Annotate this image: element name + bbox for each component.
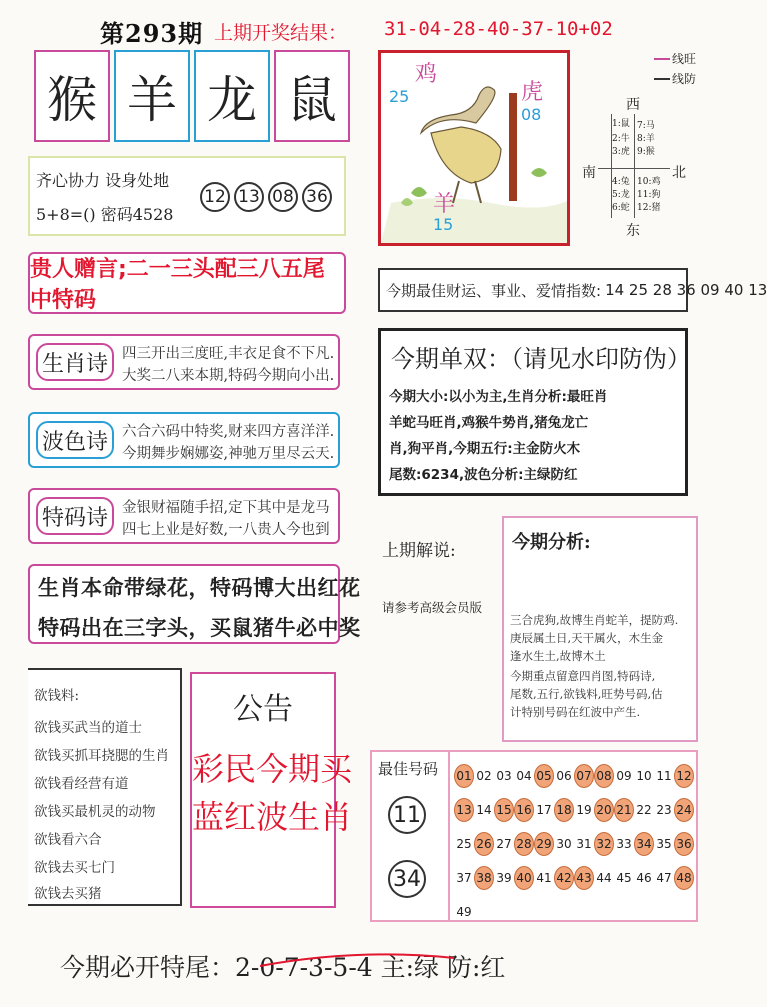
- lucky-index-label: 今期最佳财运、事业、爱情指数:: [386, 281, 602, 300]
- analysis-box: [502, 516, 698, 742]
- analysis-line: 今期重点留意四肖图,特码诗,: [510, 669, 656, 683]
- number-cell: 18: [554, 798, 574, 822]
- notice-line: 彩民今期买: [192, 750, 353, 788]
- number-ball: 12: [200, 182, 230, 212]
- odd-even-title: 今期单双：（请见水印防伪）: [391, 345, 691, 373]
- number-cell: 17: [536, 803, 552, 817]
- money-line: 欲钱看经营有道: [34, 776, 129, 792]
- number-cell: 12: [674, 764, 694, 788]
- analysis-line: 计特别号码在红波中产生.: [510, 705, 641, 719]
- east-label: 东: [626, 223, 640, 239]
- analysis-line: 尾数:6234,波色分析:主绿防红: [389, 467, 578, 483]
- number-cell: 10: [636, 769, 652, 783]
- number-cell: 33: [616, 837, 632, 851]
- analysis-line: 羊蛇马旺肖,鸡猴牛势肖,猪兔龙亡: [389, 415, 589, 431]
- special-code-poem: [28, 488, 340, 544]
- color-poem: [28, 412, 340, 468]
- last-result-label: 上期开奖结果：: [214, 22, 348, 44]
- analysis-line: 肖,狗平肖,今期五行:主金防火木: [389, 441, 581, 457]
- noble-words-banner: 贵人赠言;二一三头配三八五尾中特码: [28, 252, 346, 314]
- best-numbers-box: [370, 750, 698, 922]
- number-cell: 04: [516, 769, 532, 783]
- compass-cell: 8:羊: [637, 134, 655, 144]
- number-cell: 49: [456, 905, 472, 919]
- motto-box: [28, 156, 346, 236]
- number-cell: 22: [636, 803, 652, 817]
- number-cell: 03: [496, 769, 512, 783]
- zodiac-tile: 龙: [194, 50, 270, 142]
- number-cell: 47: [656, 871, 672, 885]
- odd-even-box: [378, 328, 691, 496]
- number-cell: 41: [536, 871, 552, 885]
- motto-line: 齐心协力 设身处地: [36, 171, 170, 190]
- lucky-index-box: [378, 268, 767, 312]
- poem-line: 金银财福随手招,定下其中是龙马: [122, 500, 330, 516]
- money-line: 欲钱买最机灵的动物: [34, 804, 156, 820]
- number-cell: 08: [594, 764, 614, 788]
- compass-cell: 4:兔: [612, 177, 630, 187]
- money-line: 欲钱看六合: [34, 832, 102, 848]
- special-tail-footer: 今期必开特尾：2-0-7-3-5-4 主:绿 防:红: [60, 953, 506, 982]
- number-cell: 37: [456, 871, 472, 885]
- notice-line: 蓝红波生肖: [192, 798, 353, 836]
- number-cell: 46: [636, 871, 652, 885]
- number-cell: 02: [476, 769, 492, 783]
- legend-fang: 线防: [672, 72, 697, 86]
- number-cell: 36: [674, 832, 694, 856]
- compass-cell: 11:狗: [637, 190, 661, 200]
- goat-label: 羊: [433, 192, 456, 217]
- compass-hline: [598, 168, 670, 169]
- tiger-number: 08: [521, 105, 542, 124]
- number-ball: 08: [268, 182, 298, 212]
- analysis-line: 庚辰属土日,天干属火，木生金: [510, 631, 664, 645]
- goat-number: 15: [433, 215, 454, 234]
- number-cell: 32: [594, 832, 614, 856]
- compass-cell: 10:鸡: [637, 177, 661, 187]
- best-ball: 34: [388, 860, 426, 898]
- strike-decoration: [258, 944, 458, 974]
- compass-cell: 5:龙: [612, 190, 630, 200]
- lucky-index-value: 14 25 28 36 09 40 13: [605, 281, 767, 299]
- motto-code-line: 5+8=() 密码4528: [36, 205, 174, 224]
- number-cell: 20: [594, 798, 614, 822]
- number-cell: 42: [554, 866, 574, 890]
- number-cell: 38: [474, 866, 494, 890]
- north-label: 北: [672, 165, 686, 181]
- notice-title: 公告: [233, 692, 293, 727]
- issue-number: 第293期: [100, 19, 204, 48]
- number-cell: 29: [534, 832, 554, 856]
- zodiac-tile: 猴: [34, 50, 110, 142]
- poem-tag: 特码诗: [36, 497, 114, 535]
- number-cell: 13: [454, 798, 474, 822]
- west-label: 西: [626, 97, 640, 113]
- zodiac-tile: 鼠: [274, 50, 350, 142]
- compass-cell: 3:虎: [612, 147, 630, 157]
- poem-line: 四七上业是好数,一八贵人今也到: [122, 522, 330, 538]
- south-label: 南: [582, 165, 596, 181]
- number-cell: 45: [616, 871, 632, 885]
- money-riddle-box: [28, 668, 182, 906]
- number-ball: 13: [234, 182, 264, 212]
- number-cell: 01: [454, 764, 474, 788]
- number-cell: 27: [496, 837, 512, 851]
- number-cell: 28: [514, 832, 534, 856]
- poem-line: 四三开出三度旺,丰衣足食不下凡.: [122, 346, 335, 362]
- number-ball: 36: [302, 182, 332, 212]
- number-cell: 25: [456, 837, 472, 851]
- number-cell: 44: [596, 871, 612, 885]
- number-cell: 26: [474, 832, 494, 856]
- number-cell: 21: [614, 798, 634, 822]
- poem-tag: 波色诗: [36, 421, 114, 459]
- money-line: 欲钱去买猪: [34, 886, 102, 902]
- compass-cell: 1:鼠: [612, 119, 630, 129]
- tiger-label: 虎: [521, 80, 544, 105]
- number-cell: 19: [576, 803, 592, 817]
- number-cell: 11: [656, 769, 672, 783]
- fang-line-icon: [654, 78, 670, 80]
- number-cell: 48: [674, 866, 694, 890]
- number-cell: 39: [496, 871, 512, 885]
- number-cell: 30: [556, 837, 572, 851]
- tip-line: 特码出在三字头，买鼠猪牛必中奖: [38, 616, 361, 640]
- tip-line: 生肖本命带绿花，特码博大出红花: [38, 576, 361, 600]
- poem-line: 六合六码中特奖,财来四方喜洋洋.: [122, 424, 335, 440]
- direction-compass: [580, 50, 700, 250]
- number-cell: 24: [674, 798, 694, 822]
- rooster-picture: [378, 50, 570, 246]
- wang-line-icon: [654, 58, 670, 60]
- zodiac-poem: [28, 334, 340, 390]
- legend-wang: 线旺: [672, 52, 697, 66]
- number-cell: 43: [574, 866, 594, 890]
- number-cell: 31: [576, 837, 592, 851]
- best-ball: 11: [388, 796, 426, 834]
- compass-vline: [634, 114, 635, 218]
- last-result-value: 31-04-28-40-37-10+02: [384, 18, 613, 40]
- poem-line: 今期舞步娴娜姿,神驰万里尽云天.: [122, 446, 335, 462]
- compass-cell: 12:猪: [637, 203, 661, 213]
- analysis-line: 三合虎狗,故博生肖蛇羊，提防鸡.: [510, 613, 679, 627]
- best-numbers-label: 最佳号码: [378, 760, 439, 778]
- money-line: 欲钱买武当的道士: [34, 720, 142, 736]
- notice-box: [190, 672, 353, 908]
- number-grid: [448, 752, 694, 920]
- number-cell: 06: [556, 769, 572, 783]
- number-cell: 07: [574, 764, 594, 788]
- money-line: 欲钱买抓耳挠腮的生肖: [34, 748, 169, 764]
- analysis-line: 今期大小:以小为主,生肖分析:最旺肖: [389, 389, 608, 405]
- rooster-number: 25: [389, 87, 410, 106]
- analysis-line: 逢水生土,故博木土: [510, 649, 606, 663]
- number-cell: 23: [656, 803, 672, 817]
- number-cell: 35: [656, 837, 672, 851]
- number-cell: 34: [634, 832, 654, 856]
- compass-cell: 7:马: [637, 121, 655, 131]
- compass-cell: 6:蛇: [612, 203, 630, 213]
- rooster-label: 鸡: [415, 62, 438, 87]
- number-cell: 09: [616, 769, 632, 783]
- number-cell: 14: [476, 803, 492, 817]
- number-cell: 16: [514, 798, 534, 822]
- number-cell: 15: [494, 798, 514, 822]
- compass-cell: 2:牛: [612, 134, 630, 144]
- zodiac-tile: 羊: [114, 50, 190, 142]
- zodiac-tip-box: [28, 564, 361, 644]
- poem-line: 大奖二八来本期,特码今期向小出.: [122, 368, 335, 384]
- analysis-title: 今期分析:: [512, 532, 591, 553]
- previous-issue-note: 请参考高级会员版: [382, 600, 483, 615]
- analysis-line: 尾数,五行,欲钱料,旺势号码,估: [510, 687, 663, 701]
- money-title: 欲钱料:: [34, 688, 80, 704]
- money-line: 欲钱去买七门: [34, 860, 115, 876]
- number-cell: 05: [534, 764, 554, 788]
- poem-tag: 生肖诗: [36, 343, 114, 381]
- compass-cell: 9:猴: [637, 147, 655, 157]
- number-cell: 40: [514, 866, 534, 890]
- previous-issue-label: 上期解说:: [382, 541, 456, 561]
